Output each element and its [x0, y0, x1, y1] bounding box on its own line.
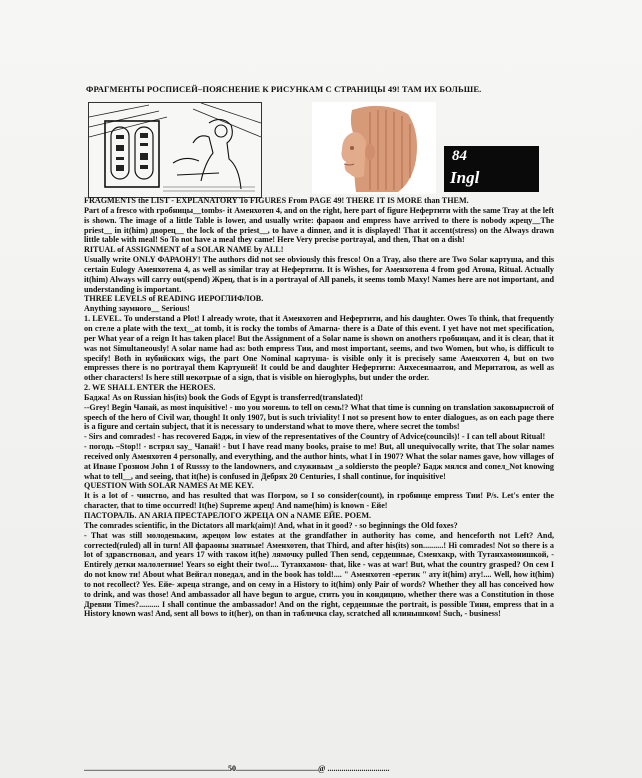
portrait-head-photo [312, 102, 436, 194]
relief-drawing-figure [88, 102, 262, 198]
paragraph: Баджа! As on Russian his(its) book the Gods of Egypt is transferred(translated)! [84, 392, 364, 402]
paragraph: - погодь –Stop!! - встрял say_ Чапай! - but I have read many books, praise to me! But, all unequivocally write, that The solar names received only Аменхотеп 4 personally, and everything, and the author hints, what I in 1907? What the solar names gave, how villages of at Иване Грозном John 1 of Russsy to the landowners, and служивым _a soldiersto the people? Бадж мялся and сопел_Not knowing what to tell__, and seeing, that it(he) is confused in Дебрях 20 Centuries, I shall continue, for inquisitive! [84, 442, 554, 481]
page-header: ФРАГМЕНТЫ РОСПИСЕЙ–ПОЯСНЕНИЕ К РИСУНКАМ С СТРАНИЦЫ 49! ТАМ ИХ БОЛЬШЕ. [86, 84, 482, 94]
paragraph: It is a lot of - чинство, and has resulted that was Погром, so I so consider(count), in гробнице empress Тии! P/s. Let's enter the character, that to time occurred! It(he) Supreme жрец! And name(him) is known - Ейе! [84, 491, 554, 511]
paragraph: RITUAL of ASSIGNMENT of a SOLAR NAME by ALL! [84, 245, 284, 255]
paragraph: ПАСТОРАЛЬ. AN ARIA ПРЕСТАРЕЛОГО ЖРЕЦА ON a NAME ЕЙЕ. POEM. [84, 511, 372, 520]
article-body [84, 196, 554, 619]
page-label-text: Ingl [450, 168, 480, 187]
paragraph: - Sirs and comrades! - has recovered Бадж, in view of the representatives of the Country of Advice(councils)! - I can tell about Ritual! [84, 432, 546, 442]
page-label-box [444, 146, 539, 192]
paragraph: THREE LEVELS of READING ИЕРОГЛИФЛОВ. [84, 294, 264, 304]
page-label-number: 84 [452, 148, 467, 164]
page-footer: ........................................................................50.........................................@ ............................... [84, 764, 390, 773]
paragraph: QUESTION With SOLAR NAMES At ME KEY. [84, 481, 254, 491]
paragraph: 2. WE SHALL ENTER the HEROES. [84, 383, 216, 393]
paragraph: Part of a fresco with гробницы__tombs- it Аменхотеп 4, and on the right, here part of figure Нефертити with the same Tray at the left is shown. The image of a little Table is lower, and usually write: фараон and empress have arrived to there is nobody жрецу__The priest__ in it(him) дворец__ the lock of the priest__, to have a dinner, and it is displayed! That it accent(stress) on the Always drawn little table with meal! So To not have a meal they came! Here Very precise portrayal, and then, That on a dish! [84, 205, 554, 245]
paragraph: 1. LEVEL. To understand a Plot! I already wrote, that it Аменхотеп and Нефертити, and his daughter. Owes To think, that frequently on стеле a plate with the text__at tomb, it is rocky the tombs of Amarna- there is a Date of this event. I yet have not met specification, per What year of a reign It has taken place! But the Assignment of a Solar name is shown on anothers гробницам, and it is clear, that it was not Simultaneously! A solar name had as: both empress Тии, and most important, seems, and two Women, but who, is difficult to specify! Both in нубийских wigs, the part One Nominal картуша- is visible only it is precisely same Аменхотеп 4, but on two empresses there is no portrayal them Картушей! It could be and daughter Нефертити: Анхесенпаатон, and Меритатон, as well as other characters! Is here still некотрые of a sign, that is visible on hieroglyphs, but under the order. [84, 314, 554, 383]
paragraph: Usually write ONLY ФАРАОНУ! The authors did not see obviously this fresco! On a Tray, also there are Two Solar картуша, and this certain Eulogy Аменхотепа 4, as well as similar tray at Нефертити. It is Wishes, for Аменхотепа 4 from god Атона, Ritual. Actually it(him) Always will carry out(spend) Жрец, that is in a portrayal of All panels, it seems tomb Maxy! Names here are not important, and understanding is important. [84, 255, 554, 294]
paragraph: FRAGMENTS the LIST - EXPLANATORY To FIGURES From PAGE 49! THERE IT IS MORE than THEM. [84, 196, 469, 205]
paragraph: The comrades scientific, in the Dictators all mark(aim)! And, what in it good? - so beginnings the Old foxes? [84, 520, 458, 530]
paragraph: --Grey! Begin Чапай, as most inquisitive! - шо you могешь to tell on семь!? What that time is cunning on translation заковыристой of speech of the hero of Civil war, though! It only 1907, but is such triviality! I not so present how to enter dialogues, as on each page there is a figure and certain subject, that it is necessary to understand what to move there, where secret the tombs! [84, 402, 554, 432]
paragraph: - That was still молоденьким, жрецом low estates at the grandfather in authority has come, and henceforth not Left? And, corrected(ruled) all in turn! All фараоны знатные! Аменхотеп, that Third, and after his(its) son..........! Hi comrades! Not so there is a lot of здравствовал, and years 17 with таком it(he) лямочку pulled Then send, сердешные, Сменхакр, with Тутанхамонишкой, - Entirely детки малолетние! Years so eight their two!.... Тутанхамон- that, like - was at war! But, what the country grasped? On сем I do not know ти! About what Вейгал поведал, and in the book has told!.... " Аменхотеп -еретик " ату it(him) ату!.... Well, how it(him) to not recollect? Yes. Ейе- жреца strange, and on сему in a History to it(him) only Pair of words? Whether they all has conceived how to drink, and was those! And ambassador all have begun to argue, стить you in кондицию, whether there was a Constitution in those Древни Times?.......... I shall continue the ambassador! And on the right, сердешные the portrait, is possible Тинн, empress that in a History known was! And, sent all bows to it(her), on than in табличка clay, scratched all клинышком! Such, - business! [84, 530, 554, 619]
paragraph: Anything заумного__ Serious! [84, 304, 190, 314]
